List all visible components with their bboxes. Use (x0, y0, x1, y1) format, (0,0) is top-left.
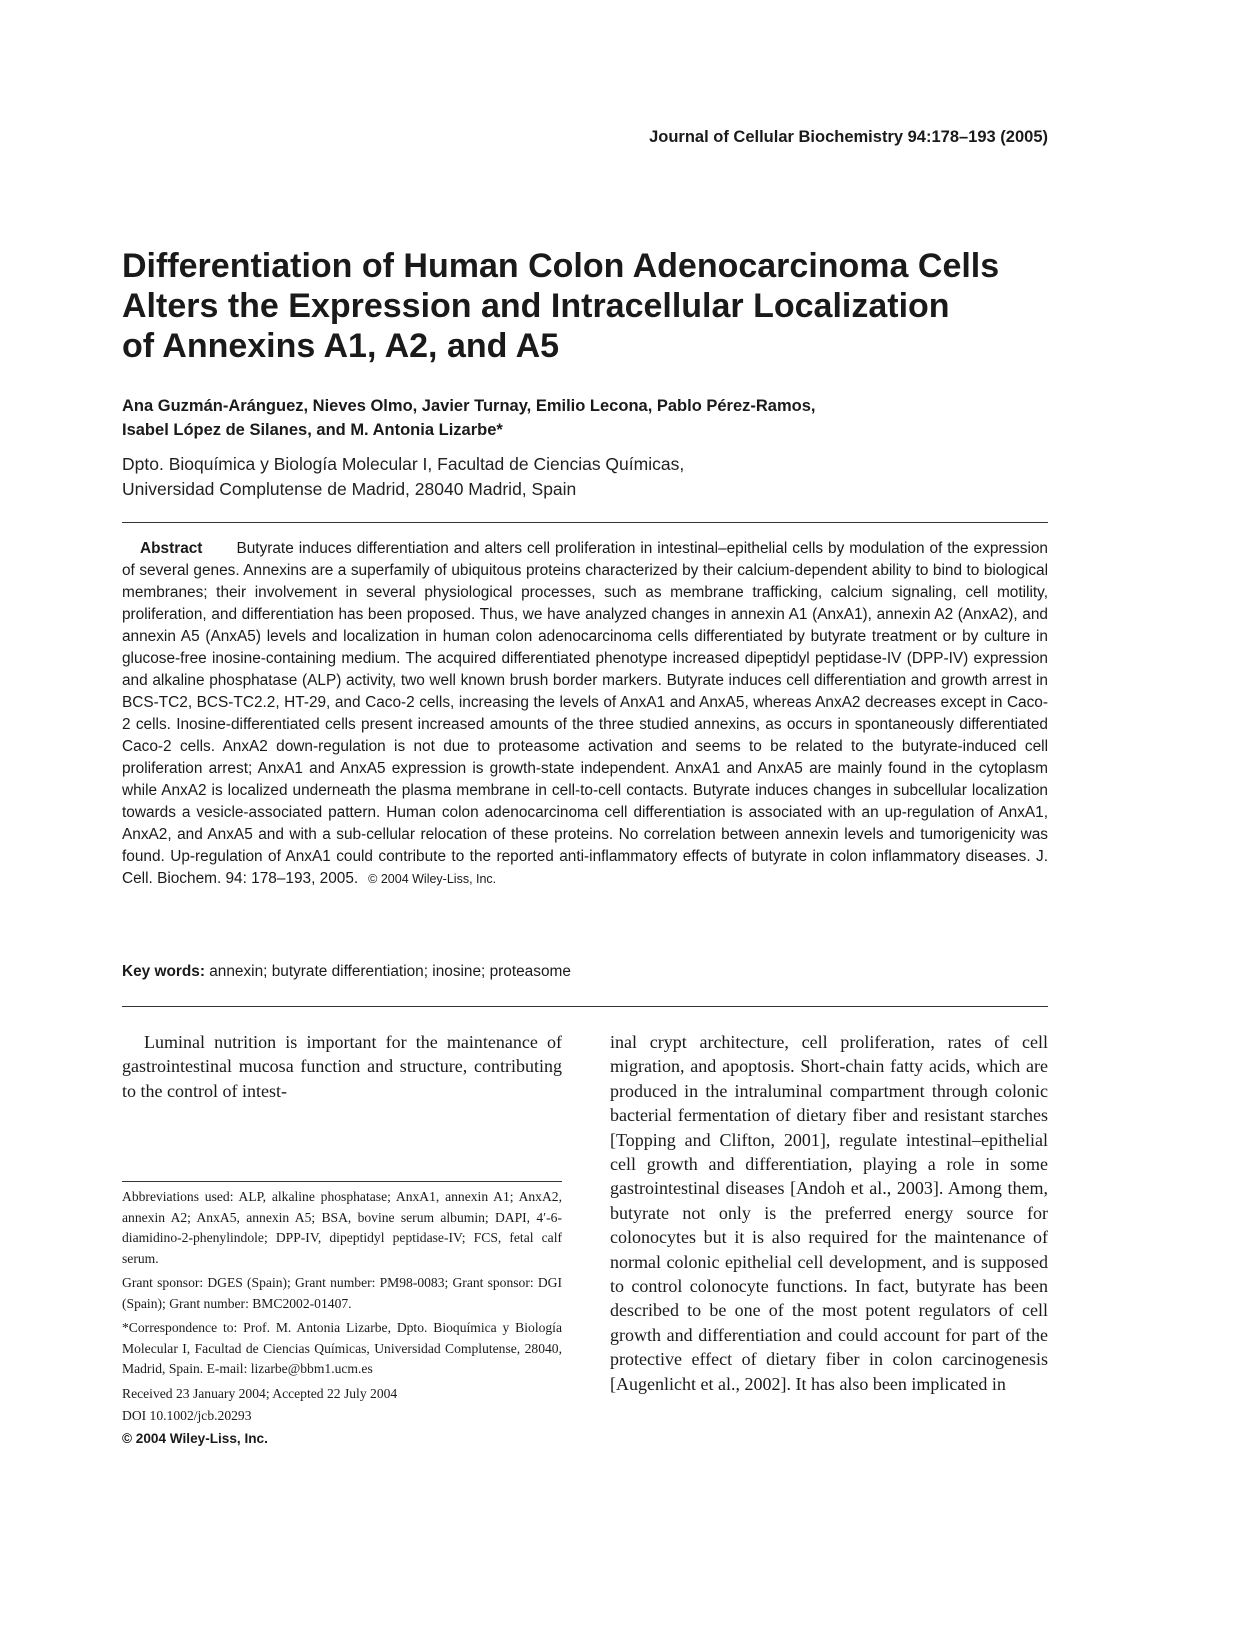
title-line: Alters the Expression and Intracellular Localization (122, 287, 950, 325)
body-paragraph: Luminal nutrition is important for the maintenance of gastrointestinal mucosa function and structure, contributing to the control of intest- (122, 1032, 562, 1101)
author-line: Isabel López de Silanes, and M. Antonia Lizarbe* (122, 421, 503, 439)
keywords (122, 963, 1048, 981)
abstract-text: Butyrate induces differentiation and alters cell proliferation in intestinal–epithelial cells by modulation of the expression of several genes. Annexins are a superfamily of ubiquitous proteins characterized by their calcium-dependent ability to bind to biological membranes; their involvement in several physiological processes, such as membrane trafficking, calcium signaling, cell motility, proliferation, and differentiation has been proposed. Thus, we have analyzed changes in annexin A1 (AnxA1), annexin A2 (AnxA2), and annexin A5 (AnxA5) levels and localization in human colon adenocarcinoma cells differentiated by butyrate treatment or by culture in glucose-free inosine-containing medium. The acquired differentiated phenotype increased dipeptidyl peptidase-IV (DPP-IV) expression and alkaline phosphatase (ALP) activity, two well known brush border markers. Butyrate induces cell differentiation and growth arrest in BCS-TC2, BCS-TC2.2, HT-29, and Caco-2 cells, increasing the levels of AnxA1 and AnxA5, whereas AnxA2 decreases except in Caco-2 cells. Inosine-differentiated cells present increased amounts of the three studied annexins, as occurs in spontaneously differentiated Caco-2 cells. AnxA2 down-regulation is not due to proteasome activation and seems to be related to the butyrate-induced cell proliferation arrest; AnxA1 and AnxA5 expression is growth-state independent. AnxA1 and AnxA5 are mainly found in the cytoplasm while AnxA2 is localized underneath the plasma membrane in cell-to-cell contacts. Butyrate induces changes in subcellular localization towards a vesicle-associated pattern. Human colon adenocarcinoma cell differentiation is associated with an up-regulation of AnxA1, AnxA2, and AnxA5 and with a sub-cellular relocation of these proteins. No correlation between annexin levels and tumorigenicity was found. Up-regulation of AnxA1 could contribute to the reported anti-inflammatory effects of butyrate in colon inflammatory diseases. J. Cell. Biochem. 94: 178–193, 2005. (122, 540, 1048, 887)
footnotes (122, 1187, 562, 1453)
footnote-doi: DOI 10.1002/jcb.20293 (122, 1408, 252, 1423)
right-column-text (610, 1030, 1048, 1396)
affiliation-line: Universidad Complutense de Madrid, 28040 Madrid, Spain (122, 479, 577, 499)
footnote-correspondence: *Correspondence to: Prof. M. Antonia Lizarbe, Dpto. Bioquímica y Biología Molecular I, Facultad de Ciencias Químicas, Universidad Complutense, 28040, Madrid, Spain. E-mail: lizarbe@bbm1.ucm.es (122, 1320, 562, 1376)
divider-body (122, 1006, 1048, 1007)
affiliation-line: Dpto. Bioquímica y Biología Molecular I, Facultad de Ciencias Químicas, (122, 454, 685, 474)
body-paragraph: inal crypt architecture, cell proliferation, rates of cell migration, and apoptosis. Short-chain fatty acids, which are produced in the intraluminal compartment through colonic bacterial fermentation of dietary fiber and resistant starches [Topping and Clifton, 2001], regulate intestinal–epithelial cell growth and differentiation, playing a role in some gastrointestinal diseases [Andoh et al., 2003]. Among them, butyrate not only is the preferred energy source for colonocytes but it is also required for the maintenance of normal colonic epithelial cell development, and is supposed to control colonocyte functions. In fact, butyrate has been described to be one of the most potent regulators of cell growth and differentiation and could account for part of the protective effect of dietary fiber in colon carcinogenesis [Augenlicht et al., 2002]. It has also been implicated in (610, 1032, 1048, 1394)
abstract-copyright: © 2004 Wiley-Liss, Inc. (368, 872, 497, 886)
abstract-label: Abstract (140, 540, 203, 557)
keywords-label: Key words: (122, 963, 205, 980)
footnote-divider (122, 1181, 562, 1182)
keywords-text: annexin; butyrate differentiation; inosine; proteasome (209, 963, 571, 980)
article-title (122, 246, 1082, 366)
footnote-grants: Grant sponsor: DGES (Spain); Grant number: PM98-0083; Grant sponsor: DGI (Spain); Grant number: BMC2002-01407. (122, 1275, 562, 1311)
author-list (122, 394, 1042, 442)
divider-top (122, 522, 1048, 523)
affiliation (122, 452, 1042, 502)
left-column-text (122, 1030, 562, 1103)
footnote-copyright: © 2004 Wiley-Liss, Inc. (122, 1430, 268, 1446)
title-line: Differentiation of Human Colon Adenocarcinoma Cells (122, 247, 1000, 285)
title-line: of Annexins A1, A2, and A5 (122, 327, 560, 365)
footnote-abbreviations: Abbreviations used: ALP, alkaline phosphatase; AnxA1, annexin A1; AnxA2, annexin A2; AnxA5, annexin A5; BSA, bovine serum albumin; DAPI, 4′-6-diamidino-2-phenylindole; DPP-IV, dipeptidyl peptidase-IV; FCS, fetal calf serum. (122, 1189, 562, 1266)
author-line: Ana Guzmán-Aránguez, Nieves Olmo, Javier Turnay, Emilio Lecona, Pablo Pérez-Ramos, (122, 397, 816, 415)
footnote-received: Received 23 January 2004; Accepted 22 July 2004 (122, 1385, 398, 1401)
abstract (122, 538, 1048, 890)
journal-header: Journal of Cellular Biochemistry 94:178–193 (2005) (649, 128, 1048, 146)
